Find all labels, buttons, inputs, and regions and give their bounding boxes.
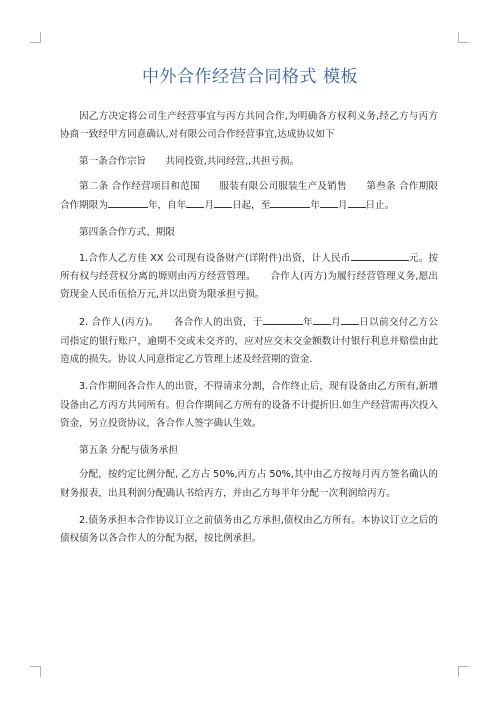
article-2-3: 第二条 合作经营项目和范围 服装有限公司服装生产及销售 第叁条 合作期限 合作期限为 年，自年 月 日起，至 年 月 日止。 — [60, 180, 458, 212]
article-5-clause-1: 分配，按约定比例分配, 乙方占 50%,丙方占 50%,其中由乙方按每月丙方签名确认的财务报表，出具利润分配确认书给丙方，并由乙方每半年分配一次利润给丙方。 — [60, 469, 438, 499]
article-4-clause-2: 2. 合作人(丙方)。 各合作人的出资，于 年 月 日以前交付乙方公司指定的银行账户，逾期不交或未交齐的，应对应交未交金额数计付银行利息并赔偿由此造成的损失。协议人同意指定乙方管理上述及经营期的资金. — [60, 313, 438, 369]
document-title: 中外合作经营合同格式 模板 — [142, 67, 358, 87]
paragraph-intro: 因乙方决定将公司生产经营事宜与丙方共同合作,为明确各方权利义务,经乙方与丙方协商一致经甲方同意确认,对有限公司合作经营事宜,达成协议如下 — [60, 111, 438, 141]
article-4-heading: 第四条合作方式、期限 — [79, 227, 175, 239]
article-4-clause-3: 3.合作期间各合作人的出资，不得请求分割，合作终止后，现有设备由乙方所有,新增设备由乙方丙方共同所有。但合作期间乙方所有的设备不计提折旧.如生产经营需再次投入资金，另立投资协议，各合作人签字确认生效。 — [60, 381, 438, 430]
corner-mark-top-right — [458, 32, 469, 43]
article-5-clause-2: 2.债务承担本合作协议订立之前债务由乙方承担,债权由乙方所有。本协议订立之后的债权债务以各合作人的分配为据，按比例承担。 — [60, 514, 438, 545]
corner-mark-bottom-left — [30, 666, 41, 677]
article-4-clause-1: 1.合作人乙方佳 XX 公司现有设备财产(详附件)出资，计人民币 元。按所有权与经营权分离的塬则由丙方经营管理。 合作人(丙方)为履行经营管理义务,愿出资现金人民币伍拾万元,并以出资为限承担亏损。 — [60, 249, 438, 305]
article-1: 第一条合作宗旨 共同投资,共同经营,,共担亏损。 — [79, 156, 300, 168]
document-body — [60, 108, 458, 557]
corner-mark-top-left — [30, 32, 41, 43]
corner-mark-bottom-right — [458, 666, 469, 677]
article-5-heading: 第五条 分配与债务承担 — [79, 445, 178, 457]
